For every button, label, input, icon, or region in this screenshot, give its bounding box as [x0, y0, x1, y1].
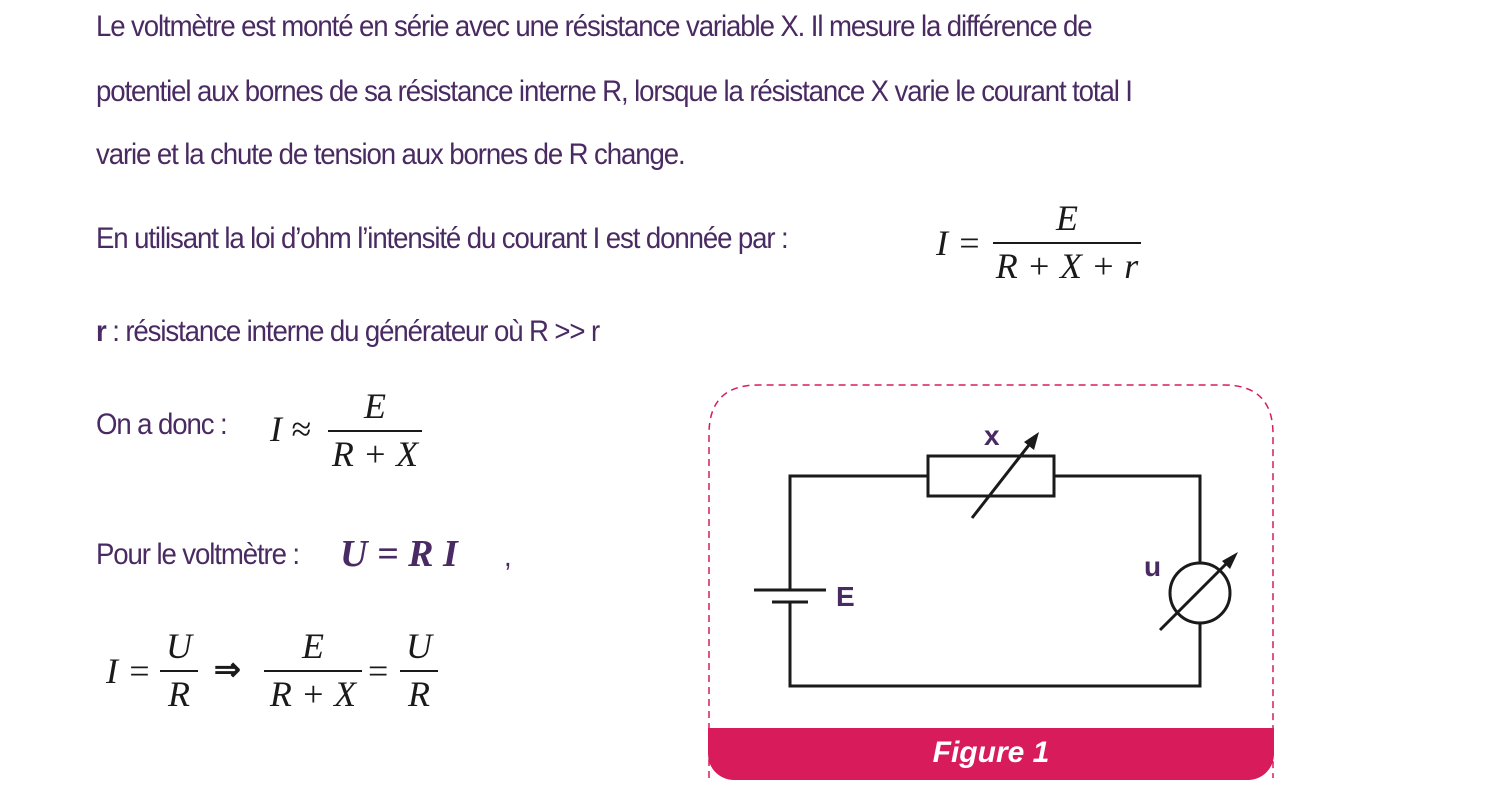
formula3-f2-num: E — [302, 626, 324, 666]
r-text: : résistance interne du générateur où R >> r — [105, 315, 600, 348]
formula2-fraction — [328, 388, 422, 472]
fraction-bar — [328, 430, 422, 432]
voltmeter-circle — [1170, 563, 1230, 623]
paragraph-line-3: varie et la chute de tension aux bornes de R change. — [96, 138, 685, 171]
formula2-lhs: I ≈ — [270, 409, 311, 449]
wire-bottom — [790, 602, 1200, 686]
formula3-f1-num: U — [166, 626, 192, 666]
resistor-arrow-line — [972, 436, 1036, 518]
formula3-f2-den: R + X — [269, 674, 357, 714]
resistor-body — [928, 456, 1054, 496]
ohm-text: En utilisant la loi d’ohm l’intensité du courant I est donnée par : — [96, 222, 788, 255]
formula3-f1-den: R — [168, 674, 190, 714]
formula3-fraction1 — [160, 628, 198, 712]
figure-caption: Figure 1 — [708, 728, 1274, 780]
r-definition — [96, 315, 599, 349]
circuit-figure — [708, 384, 1274, 778]
formula1-numerator: E — [1056, 198, 1078, 238]
formula1-fraction — [993, 200, 1141, 284]
formula3-fraction2 — [264, 628, 362, 712]
formula2-numerator: E — [364, 386, 386, 426]
formula3-lhs: I = — [106, 651, 152, 691]
wire-top-right — [1054, 476, 1200, 562]
formula3-f3-num: U — [406, 626, 432, 666]
formula2-denominator: R + X — [331, 434, 419, 474]
formula3-f3-den: R — [408, 674, 430, 714]
fraction-bar — [400, 670, 438, 672]
voltmetre-comma: , — [504, 540, 511, 573]
r-label: r — [96, 315, 106, 348]
fraction-bar — [264, 670, 362, 672]
fraction-bar — [160, 670, 198, 672]
fraction-bar — [993, 242, 1141, 244]
voltmetre-text: Pour le voltmètre : — [96, 538, 299, 571]
formula3-fraction3 — [400, 628, 438, 712]
wire-top-left — [790, 476, 928, 580]
formula1-lhs: I = — [936, 223, 982, 263]
donc-text: On a donc : — [96, 408, 227, 441]
implies-symbol: ⇒ — [214, 651, 241, 687]
source-label: E — [836, 581, 855, 612]
voltmetre-formula: U = R I — [340, 533, 458, 575]
formula3-eq: = — [368, 651, 389, 691]
formula1-denominator: R + X + r — [995, 246, 1139, 286]
voltmeter-label: u — [1144, 551, 1162, 582]
paragraph-line-2: potentiel aux bornes de sa résistance interne R, lorsque la résistance X varie le courant total I — [96, 75, 1132, 108]
paragraph-line-1: Le voltmètre est monté en série avec une résistance variable X. Il mesure la différence de — [96, 10, 1092, 43]
resistor-label: x — [984, 420, 1000, 451]
